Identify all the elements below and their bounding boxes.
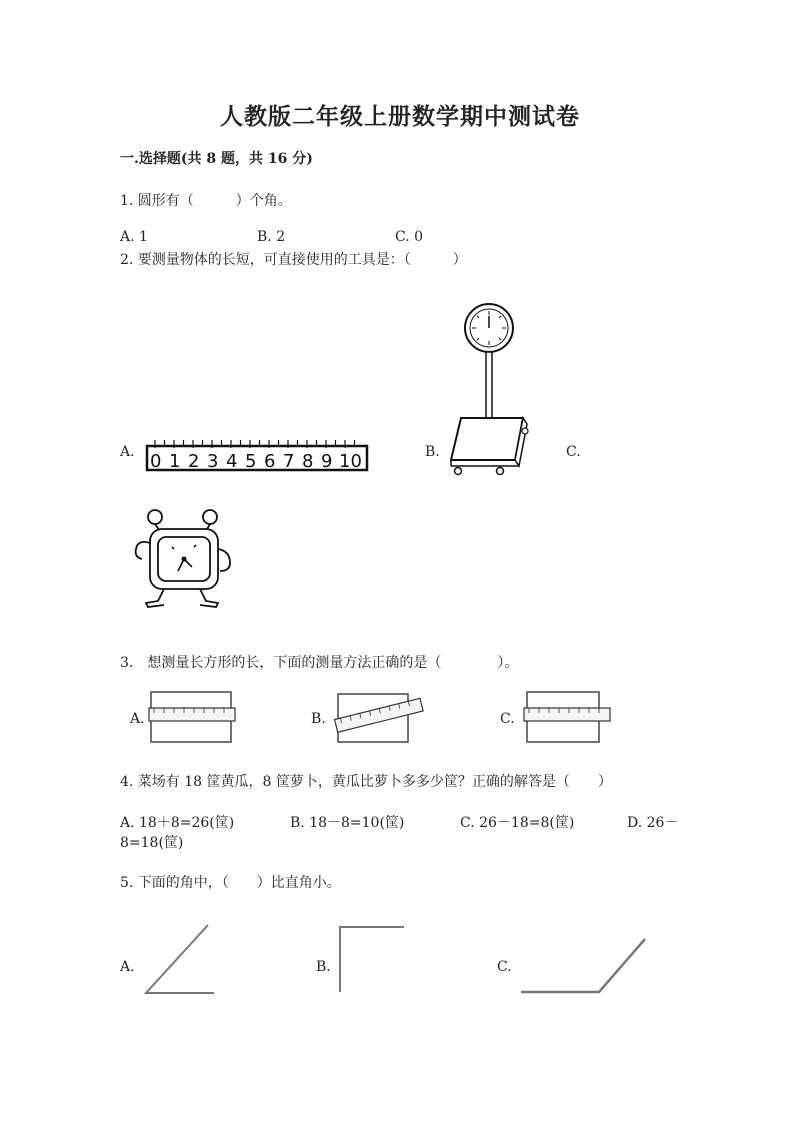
q1-option-c[interactable]: C. 0 <box>395 229 424 245</box>
ruler-digit: 4 <box>226 451 238 472</box>
alarm-clock-image <box>128 505 243 610</box>
question-3: 3. 想测量长方形的长，下面的测量方法正确的是（ ）。 <box>120 655 519 671</box>
q3-rectangle-ruler-b <box>333 688 428 746</box>
ruler-digit: 0 <box>150 451 162 472</box>
q1-option-b[interactable]: B. 2 <box>257 229 286 245</box>
question-2: 2. 要测量物体的长短，可直接使用的工具是：（ ） <box>120 252 467 268</box>
q5-option-c[interactable]: C. <box>497 959 512 975</box>
q5-option-b[interactable]: B. <box>316 959 331 975</box>
q2-option-b[interactable]: B. <box>425 444 440 460</box>
q4-option-d[interactable]: D. 26－ <box>627 815 679 831</box>
ruler-digit: 8 <box>302 451 314 472</box>
question-4: 4. 菜场有 18 筐黄瓜，8 筐萝卜，黄瓜比萝卜多多少筐？正确的解答是（ ） <box>120 774 612 790</box>
ruler-digit: 10 <box>339 451 362 472</box>
ruler-digit: 7 <box>283 451 295 472</box>
question-1: 1. 圆形有（ ）个角。 <box>120 193 292 209</box>
q4-option-b[interactable]: B. 18－8=10(筐) <box>290 815 405 831</box>
q5-acute-angle <box>140 922 215 997</box>
question-5: 5. 下面的角中，（ ）比直角小。 <box>120 875 341 891</box>
ruler-digit: 5 <box>245 451 257 472</box>
q3-option-b[interactable]: B. <box>311 711 326 727</box>
ruler-image <box>146 440 370 472</box>
q3-option-a[interactable]: A. <box>130 711 145 727</box>
q4-option-d-continued: 8=18(筐) <box>120 835 184 851</box>
ruler-digit: 1 <box>169 451 181 472</box>
ruler-digit: 2 <box>188 451 200 472</box>
q4-option-a[interactable]: A. 18＋8=26(筐) <box>120 815 235 831</box>
q5-obtuse-angle <box>517 932 652 997</box>
q2-option-c[interactable]: C. <box>566 444 581 460</box>
ruler-digit: 9 <box>321 451 333 472</box>
q4-option-c[interactable]: C. 26－18=8(筐) <box>460 815 575 831</box>
q5-option-a[interactable]: A. <box>120 959 135 975</box>
section-heading: 一.选择题(共 8 题，共 16 分) <box>120 151 313 167</box>
q1-option-a[interactable]: A. 1 <box>120 229 148 245</box>
q3-rectangle-ruler-a <box>148 690 240 745</box>
q3-option-c[interactable]: C. <box>500 711 515 727</box>
q5-right-angle <box>334 922 409 997</box>
q3-rectangle-ruler-c <box>522 690 614 745</box>
page-title: 人教版二年级上册数学期中测试卷 <box>220 103 580 130</box>
q2-option-a[interactable]: A. <box>120 444 135 460</box>
ruler-digit: 6 <box>264 451 276 472</box>
platform-scale-image <box>445 300 530 480</box>
ruler-digit: 3 <box>207 451 219 472</box>
